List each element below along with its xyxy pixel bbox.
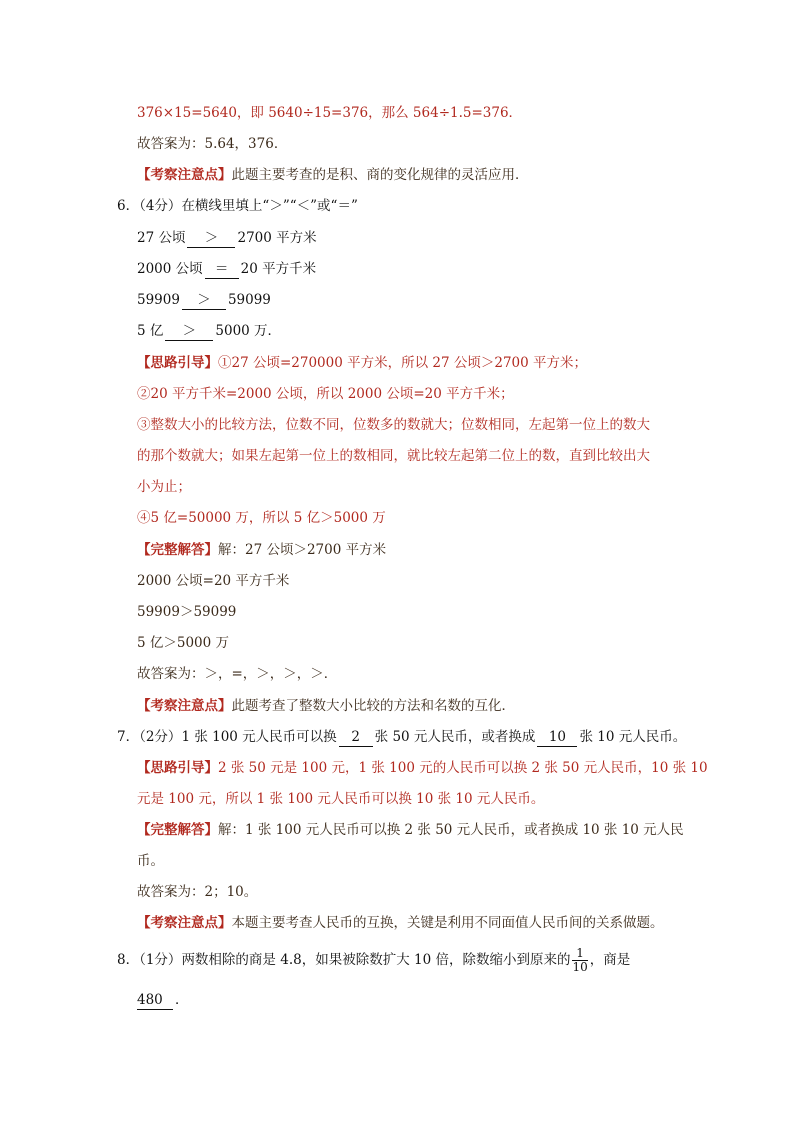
q6-item-1-left: 27 公顷	[137, 230, 186, 246]
q7-solution-line-2: 币。	[137, 853, 164, 869]
q7-blank-2: 10	[537, 729, 577, 747]
q7-note-label: 【考察注意点】	[137, 915, 232, 931]
q7-stem-c: 张 10 元人民币。	[579, 729, 687, 745]
q7-score: （2分）	[139, 729, 182, 745]
q5-note	[137, 165, 529, 185]
q7-stem	[117, 727, 686, 747]
q7-note-text: 本题主要考查人民币的互换，关键是利用不同面值人民币间的关系做题。	[231, 915, 664, 931]
q6-stem-text: 在横线里填上“＞”“＜”或“＝”	[181, 198, 358, 214]
q7-hint-line-1	[137, 758, 708, 778]
q8-answer-blank: 480	[137, 992, 173, 1010]
q5-answer: 故答案为：5.64，376．	[137, 136, 288, 152]
q6-score: （4分）	[139, 198, 182, 214]
q5-note-text: 此题主要考查的是积、商的变化规律的灵活应用．	[231, 167, 529, 183]
q6-item-1-right: 2700 平方米	[237, 230, 317, 246]
q7-answer: 故答案为：2；10。	[137, 884, 258, 900]
q7-hint-line-2: 元是 100 元，所以 1 张 100 元人民币可以换 10 张 10 元人民币。	[137, 791, 545, 807]
q6-item-2-blank: ＝	[205, 261, 239, 279]
q6-item-2-right: 20 平方千米	[240, 261, 317, 277]
q6-solution-line-2: 2000 公顷=20 平方千米	[137, 573, 290, 589]
q8-answer-line	[137, 990, 189, 1010]
q8-stem-a: 两数相除的商是 4.8，如果被除数扩大 10 倍，除数缩小到原来的	[181, 952, 571, 968]
q6-note	[137, 696, 515, 716]
q8-stem	[117, 946, 630, 974]
q6-hint-line-6: ④5 亿=50000 万，所以 5 亿＞5000 万	[137, 510, 386, 526]
q5-calc-line: 376×15=5640，即 5640÷15=376，那么 564÷1.5=376．	[137, 105, 523, 121]
q6-note-text: 此题考查了整数大小比较的方法和名数的互化．	[231, 698, 515, 714]
q7-solution-text-1: 解：1 张 100 元人民币可以换 2 张 50 元人民币，或者换成 10 张 10 元人民	[218, 822, 684, 838]
q6-answer: 故答案为：＞，=，＞，＞，＞．	[137, 666, 338, 682]
q6-item-4-left: 5 亿	[137, 323, 164, 339]
q6-hint-line-1	[137, 353, 587, 373]
q6-item-3-right: 59099	[227, 292, 271, 308]
q8-tail: ．	[175, 992, 189, 1008]
q6-item-3-left: 59909	[137, 292, 180, 308]
q6-item-2-left: 2000 公顷	[137, 261, 203, 277]
q6-hint-label: 【思路引导】	[137, 355, 218, 371]
q6-solution-label: 【完整解答】	[137, 542, 218, 558]
q6-item-1	[137, 228, 317, 248]
q8-fraction	[572, 947, 587, 974]
q6-hint-line-2: ②20 平方千米=2000 公顷，所以 2000 公顷=20 平方千米；	[137, 386, 514, 402]
q7-solution-label: 【完整解答】	[137, 822, 218, 838]
q5-note-label: 【考察注意点】	[137, 167, 232, 183]
q6-item-2	[137, 259, 316, 279]
q6-item-4-blank: ＞	[165, 323, 213, 341]
q6-solution-line-4: 5 亿＞5000 万	[137, 635, 230, 651]
q7-number: 7．	[117, 729, 140, 745]
q7-blank-1: 2	[339, 729, 373, 747]
q6-solution-line-1	[137, 540, 386, 560]
q8-score: （1分）	[139, 952, 182, 968]
q7-solution-line-1	[137, 820, 684, 840]
q8-fraction-numerator: 1	[572, 947, 587, 961]
q8-stem-b: ，商是	[589, 952, 631, 968]
q6-solution-text-1: 解：27 公顷＞2700 平方米	[218, 542, 387, 558]
q7-hint-label: 【思路引导】	[137, 760, 218, 776]
q6-hint-line-4: 的那个数就大；如果左起第一位上的数相同，就比较左起第二位上的数，直到比较出大	[137, 448, 650, 464]
q6-number: 6．	[117, 198, 140, 214]
q6-item-4	[137, 321, 281, 341]
q8-fraction-denominator: 10	[572, 960, 588, 974]
q7-hint-text-1: 2 张 50 元是 100 元，1 张 100 元的人民币可以换 2 张 50 元人民币，10 张 10	[218, 760, 708, 776]
q6-item-3-blank: ＞	[182, 292, 226, 310]
q6-hint-line-5: 小为止；	[137, 479, 191, 495]
q7-stem-a: 1 张 100 元人民币可以换	[181, 729, 337, 745]
q7-note	[137, 913, 664, 933]
q6-item-3	[137, 290, 271, 310]
q6-note-label: 【考察注意点】	[137, 698, 232, 714]
q6-hint-text-1: ①27 公顷=270000 平方米，所以 27 公顷＞2700 平方米；	[218, 355, 588, 371]
q6-hint-line-3: ③整数大小的比较方法，位数不同，位数多的数就大；位数相同，左起第一位上的数大	[137, 417, 650, 433]
q6-item-1-blank: ＞	[187, 230, 235, 248]
q6-solution-line-3: 59909＞59099	[137, 604, 237, 620]
q7-stem-b: 张 50 元人民币，或者换成	[374, 729, 536, 745]
q6-stem	[117, 196, 358, 216]
q6-item-4-right: 5000 万．	[215, 323, 282, 339]
q8-number: 8．	[117, 952, 140, 968]
